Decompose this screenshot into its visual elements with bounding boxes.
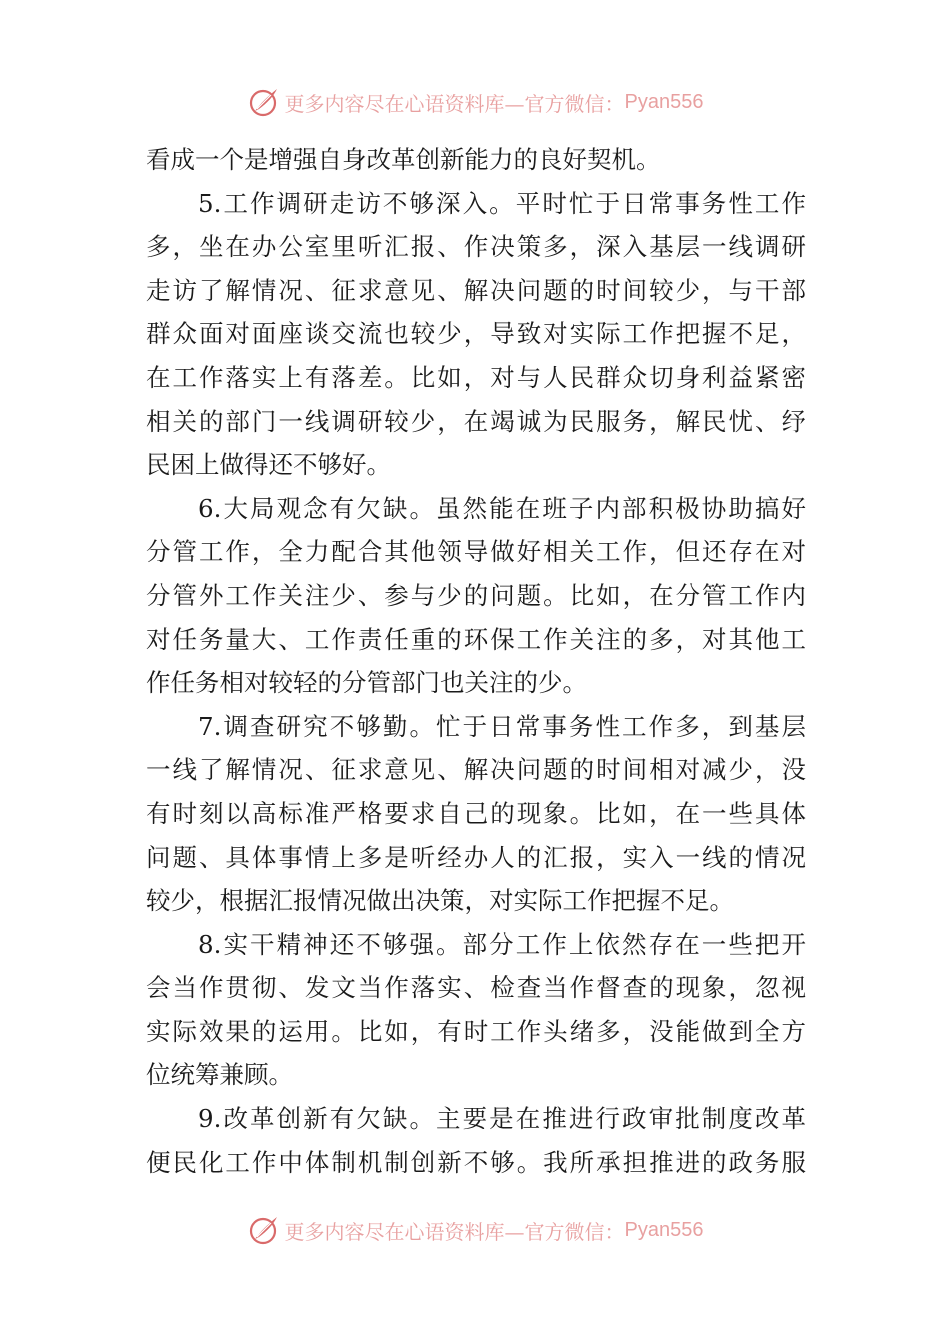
text-line: 6.大局观念有欠缺。虽然能在班子内部积极协助搞好 xyxy=(198,493,806,523)
text-line: 5.工作调研走访不够深入。平时忙于日常事务性工作 xyxy=(198,188,806,218)
document-body xyxy=(146,138,806,1184)
paragraph-8 xyxy=(146,923,806,1097)
text-line: 7.调查研究不够勤。忙于日常事务性工作多，到基层 xyxy=(198,711,806,741)
paragraph-7 xyxy=(146,705,806,923)
paragraph-6 xyxy=(146,487,806,705)
text-line: 问题、具体事情上多是听经办人的汇报，实入一线的情况 xyxy=(146,842,806,872)
text-line: 9.改革创新有欠缺。主要是在推进行政审批制度改革 xyxy=(198,1104,806,1134)
watermark-text: 更多内容尽在心语资料库—官方微信： xyxy=(284,91,625,116)
paragraph-continued xyxy=(146,138,806,182)
paragraph-5 xyxy=(146,182,806,487)
text-line: 多，坐在办公室里听汇报、作决策多，深入基层一线调研 xyxy=(146,232,806,262)
text-line: 8.实干精神还不够强。部分工作上依然存在一些把开 xyxy=(198,929,806,959)
watermark-wechat-id: Pyan556 xyxy=(624,90,704,113)
text-line: 对任务量大、工作责任重的环保工作关注的多，对其他工 xyxy=(146,624,806,654)
header-watermark xyxy=(0,82,950,122)
feather-pen-logo-icon xyxy=(247,85,281,119)
text-line: 便民化工作中体制机制创新不够。我所承担推进的政务服 xyxy=(146,1147,806,1177)
footer-watermark xyxy=(0,1210,950,1250)
text-line: 会当作贯彻、发文当作落实、检查当作督查的现象，忽视 xyxy=(146,973,806,1003)
text-line: 位统筹兼顾。 xyxy=(146,1060,293,1090)
text-line: 相关的部门一线调研较少，在竭诚为民服务，解民忧、纾 xyxy=(146,406,806,436)
text-line: 看成一个是增强自身改革创新能力的良好契机。 xyxy=(146,145,661,174)
text-line: 作任务相对较轻的分管部门也关注的少。 xyxy=(146,668,587,698)
text-line: 群众面对面座谈交流也较少，导致对实际工作把握不足， xyxy=(146,319,806,349)
paragraph-9 xyxy=(146,1097,806,1184)
text-line: 实际效果的运用。比如，有时工作头绪多，没能做到全方 xyxy=(146,1016,806,1046)
text-line: 在工作落实上有落差。比如，对与人民群众切身利益紧密 xyxy=(146,362,806,392)
text-line: 较少，根据汇报情况做出决策，对实际工作把握不足。 xyxy=(146,886,734,916)
text-line: 一线了解情况、征求意见、解决问题的时间相对减少，没 xyxy=(146,755,806,785)
text-line: 分管工作，全力配合其他领导做好相关工作，但还存在对 xyxy=(146,537,806,567)
text-line: 有时刻以高标准严格要求自己的现象。比如，在一些具体 xyxy=(146,798,806,828)
watermark-wechat-id: Pyan556 xyxy=(624,1218,704,1241)
watermark-text: 更多内容尽在心语资料库—官方微信： xyxy=(284,1219,625,1244)
feather-pen-logo-icon xyxy=(247,1213,281,1247)
text-line: 分管外工作关注少、参与少的问题。比如，在分管工作内 xyxy=(146,580,806,610)
text-line: 走访了解情况、征求意见、解决问题的时间较少，与干部 xyxy=(146,275,806,305)
text-line: 民困上做得还不够好。 xyxy=(146,450,391,480)
